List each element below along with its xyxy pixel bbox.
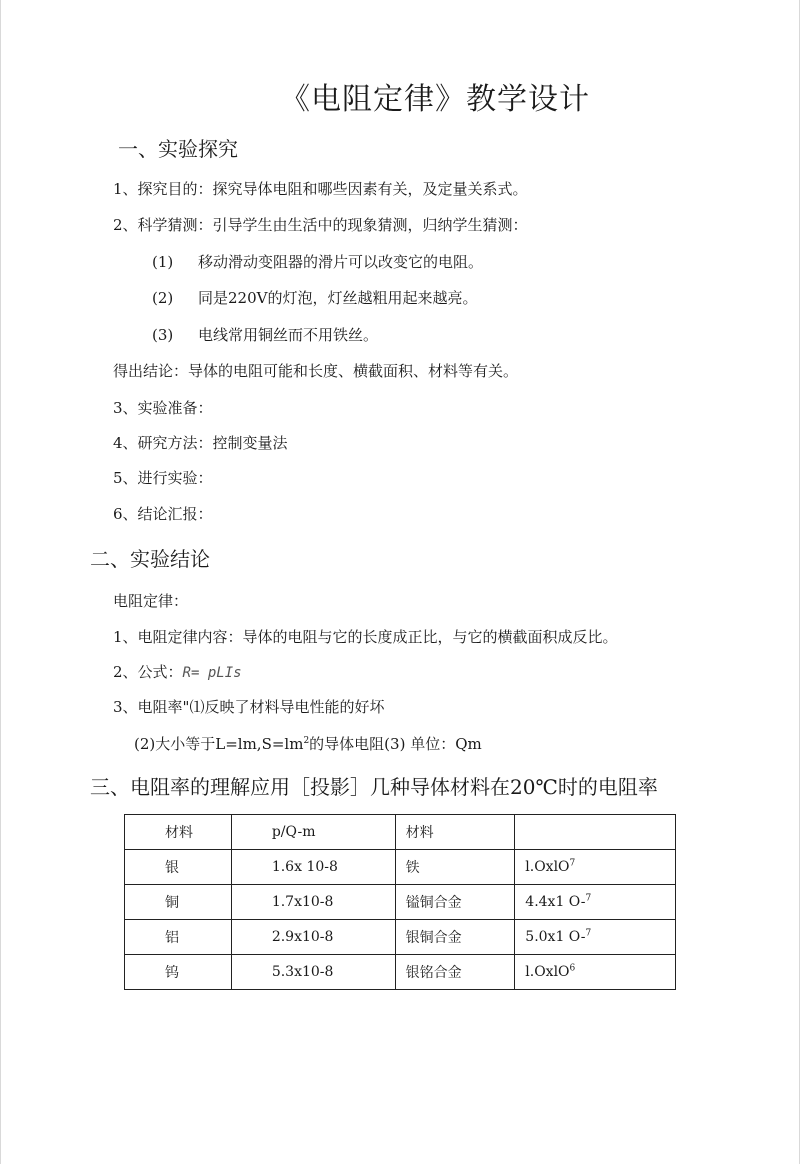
guess-number: (1) (152, 253, 174, 271)
value-cell: 5.3x10-8 (231, 955, 395, 990)
table-row (125, 850, 676, 885)
detail-superscript: 2 (303, 736, 310, 746)
guess-3 (152, 324, 378, 345)
item-method: 4、研究方法：控制变量法 (113, 434, 288, 452)
value-cell: 1.7x10-8 (231, 885, 395, 920)
value-cell (515, 920, 676, 955)
material-cell: 铁 (395, 850, 515, 885)
value-cell (515, 885, 676, 920)
item-report: 6、结论汇报： (113, 505, 213, 523)
table-header-row (125, 815, 676, 850)
table-row (125, 885, 676, 920)
header-material: 材料 (125, 815, 232, 850)
header-resistivity: p/Q-m (231, 815, 395, 850)
material-cell: 铝 (125, 920, 232, 955)
formula-prefix: 2、公式： (113, 663, 183, 681)
detail-text-b: 的导体电阻(3) 单位：Qm (309, 735, 482, 753)
guess-text: 同是220V的灯泡，灯丝越粗用起来越亮。 (198, 289, 478, 307)
guess-number: (2) (152, 289, 174, 307)
section-1-heading: 一、实验探究 (118, 137, 238, 161)
value-cell: 2.9x10-8 (231, 920, 395, 955)
item-guess: 2、科学猜测：引导学生由生活中的现象猜测，归纳学生猜测： (113, 216, 528, 234)
item-preparation: 3、实验准备： (113, 399, 213, 417)
resistivity-table (124, 814, 676, 990)
material-cell: 银铜合金 (395, 920, 515, 955)
document-title: 《电阻定律》教学设计 (280, 82, 590, 117)
table-row (125, 920, 676, 955)
guess-1 (152, 251, 483, 272)
detail-text-a: (2)大小等于L=lm,S=lm (134, 735, 304, 753)
material-cell: 铜 (125, 885, 232, 920)
value-exponent: 7 (569, 858, 576, 869)
formula-line (113, 661, 242, 682)
value-cell (515, 955, 676, 990)
guess-2 (152, 287, 477, 308)
guess-text: 移动滑动变阻器的滑片可以改变它的电阻。 (198, 253, 484, 271)
page-edge-left (0, 0, 1, 1164)
item-experiment: 5、进行实验： (113, 469, 213, 487)
value-cell (515, 850, 676, 885)
value-cell: 1.6x 10-8 (231, 850, 395, 885)
value-exponent: 6 (569, 963, 576, 974)
material-cell: 钨 (125, 955, 232, 990)
header-material-2: 材料 (395, 815, 515, 850)
conclusion: 得出结论：导体的电阻可能和长度、横截面积、材料等有关。 (113, 362, 519, 380)
item-purpose: 1、探究目的：探究导体电阻和哪些因素有关，及定量关系式。 (113, 180, 528, 198)
law-label: 电阻定律： (113, 592, 189, 610)
formula: R= pLIs (182, 665, 242, 681)
section-2-heading: 二、实验结论 (90, 547, 210, 571)
resistivity-line: 3、电阻率"⑴反映了材料导电性能的好坏 (113, 698, 385, 716)
table-row (125, 955, 676, 990)
value-text: l.OxlO (525, 964, 570, 980)
law-content: 1、电阻定律内容：导体的电阻与它的长度成正比，与它的横截面积成反比。 (113, 628, 618, 646)
material-cell: 银 (125, 850, 232, 885)
value-text: 5.0x1 O- (525, 929, 586, 945)
header-empty (515, 815, 676, 850)
value-text: 4.4x1 O- (525, 894, 586, 910)
material-cell: 银铭合金 (395, 955, 515, 990)
guess-text: 电线常用铜丝而不用铁丝。 (198, 326, 379, 344)
value-exponent: 7 (585, 893, 592, 904)
material-cell: 镒铜合金 (395, 885, 515, 920)
resistivity-detail (134, 733, 482, 754)
value-exponent: 7 (585, 928, 592, 939)
value-text: l.OxlO (525, 859, 570, 875)
guess-number: (3) (152, 326, 174, 344)
section-3-heading: 三、电阻率的理解应用［投影］几种导体材料在20℃时的电阻率 (90, 775, 658, 799)
